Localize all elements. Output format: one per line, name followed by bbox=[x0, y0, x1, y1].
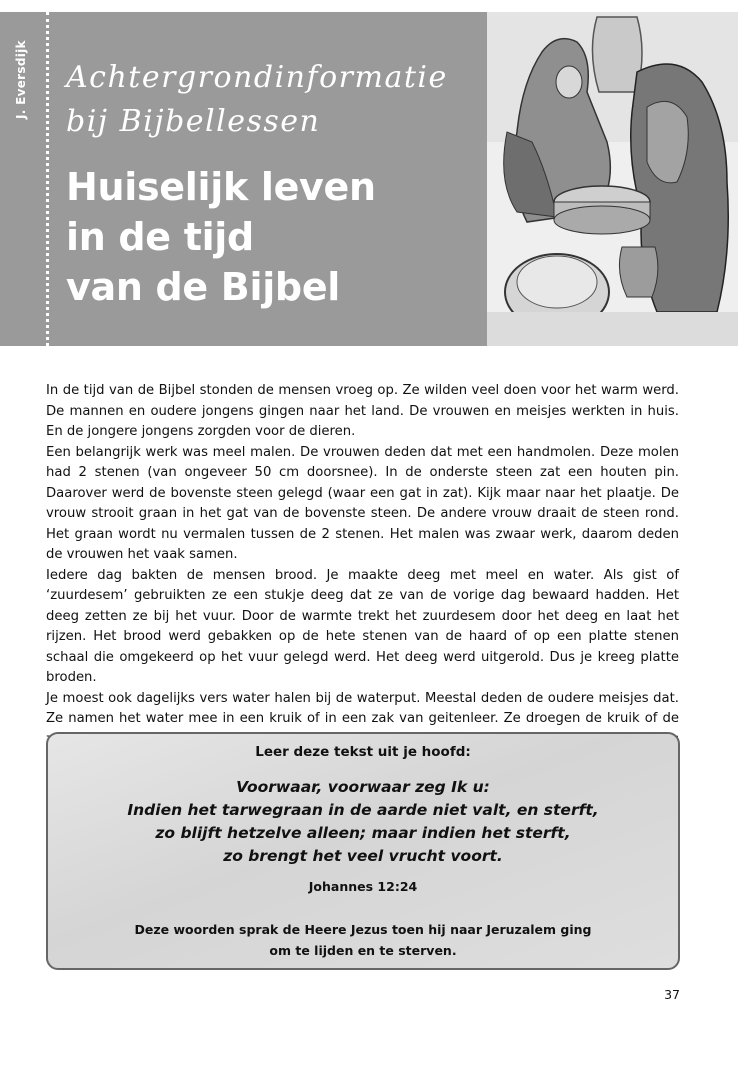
verse-reference: Johannes 12:24 bbox=[308, 879, 418, 894]
series-title-line: bij Bijbellessen bbox=[66, 104, 321, 139]
verse-note-line: Deze woorden sprak de Heere Jezus toen hij naar Jeruzalem ging bbox=[134, 922, 592, 937]
verse-line: Indien het tarwegraan in de aarde niet valt, en sterft, bbox=[127, 801, 599, 819]
verse-note-line: om te lijden en te sterven. bbox=[269, 943, 457, 958]
page-title-line: in de tijd bbox=[66, 215, 254, 259]
page-title bbox=[66, 162, 376, 312]
series-title-line: Achtergrondinformatie bbox=[66, 60, 448, 95]
author-name: J. Eversdijk bbox=[14, 40, 28, 119]
verse-line: zo blijft hetzelve alleen; maar indien het sterft, bbox=[155, 824, 571, 842]
page-title-line: Huiselijk leven bbox=[66, 165, 376, 209]
page-title-line: van de Bijbel bbox=[66, 265, 341, 309]
side-strip bbox=[0, 12, 46, 346]
verse-line: zo brengt het veel vrucht voort. bbox=[223, 847, 503, 865]
paragraph: In de tijd van de Bijbel stonden de mensen vroeg op. Ze wilden veel doen voor het warm werd. De mannen en oudere jongens gingen naar het land. De vrouwen en meisjes werkten in huis. En de jongere jongens zorgden voor de dieren. bbox=[46, 383, 679, 439]
women-grinding-grain-illustration bbox=[487, 12, 738, 346]
header-banner bbox=[0, 12, 738, 346]
paragraph: Je moest ook dagelijks vers water halen bij de waterput. Meestal deden de oudere meisjes dat. Ze namen het water mee in een kruik of in een zak van geitenleer. Ze droegen de kruik of de bbox=[46, 690, 679, 726]
paragraph: Iedere dag bakten de mensen brood. Je maakte deeg met meel en water. Als gist of ‘zuurdesem’ gebruikten ze een stukje deeg dat ze van de vorige dag bewaard hadden. Het deeg zetten ze bij het vuur. Door de warmte trekt het zuurdesem door het deeg en laat het rijzen. Het brood werd gebakken op de hete stenen van de haard of op een platte stenen schaal die omgekeerd op het vuur gelegd werd. Het deeg werd uitgerold. Dus je kreeg platte broden. bbox=[46, 567, 679, 685]
series-title bbox=[66, 56, 448, 144]
verse-line: Voorwaar, voorwaar zeg Ik u: bbox=[236, 778, 490, 796]
paragraph: Een belangrijk werk was meel malen. De vrouwen deden dat met een handmolen. Deze molen had 2 stenen (van ongeveer 50 cm doorsnee). In de onderste steen zat een houten pin. Daarover werd de bovenste steen gelegd (waar een gat in zat). Kijk maar naar het plaatje. De vrouw strooit graan in het gat van de bovenste steen. De andere vrouw draait de steen rond. Het graan wordt nu vermalen tussen de 2 stenen. Het malen was zwaar werk, daarom deden de vrouwen het vaak samen. bbox=[46, 444, 679, 562]
verse-note bbox=[48, 919, 678, 961]
body-text bbox=[46, 381, 679, 771]
illustration-drawing bbox=[487, 12, 738, 346]
verse-intro: Leer deze tekst uit je hoofd: bbox=[255, 744, 471, 760]
verse-text bbox=[48, 776, 678, 868]
dotted-divider bbox=[46, 12, 49, 346]
page-number: 37 bbox=[664, 987, 680, 1002]
memory-verse-box bbox=[46, 732, 680, 970]
